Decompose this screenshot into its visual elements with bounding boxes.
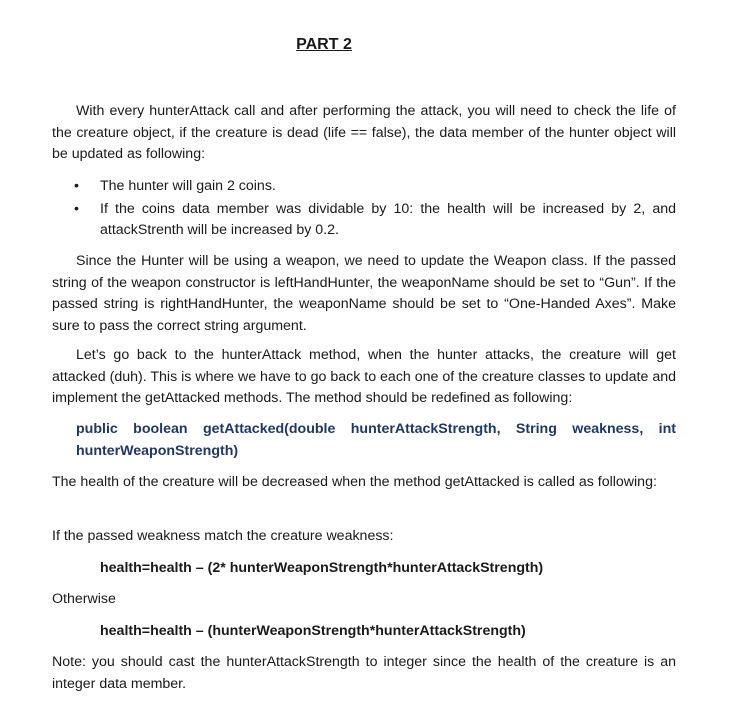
bullet-list xyxy=(52,176,676,243)
method-signature-line-1: public boolean getAttacked(double hunterAttackStrength, String weakness, int xyxy=(76,421,676,437)
list-item xyxy=(52,176,676,198)
method-signature xyxy=(76,419,676,462)
formula-otherwise: health=health – (hunterWeaponStrength*hunterAttackStrength) xyxy=(100,623,526,639)
getattacked-paragraph: Let’s go back to the hunterAttack method, when the hunter attacks, the creature will get attacked (duh). This is where we have to go back to each one of the creature classes to update and implement the getAttacked methods. The method should be redefined as following: xyxy=(52,347,676,406)
method-signature-line-2: hunterWeaponStrength) xyxy=(76,442,239,459)
bullet-icon: • xyxy=(74,178,79,194)
intro-paragraph: With every hunterAttack call and after performing the attack, you will need to check the life of the creature object, if the creature is dead (life == false), the data member of the hunter object will be updated as following: xyxy=(52,103,676,162)
page-title: PART 2 xyxy=(296,36,352,53)
condition-paragraph: If the passed weakness match the creature weakness: xyxy=(52,528,394,544)
weapon-paragraph: Since the Hunter will be using a weapon, we need to update the Weapon class. If the passed string of the weapon constructor is leftHandHunter, the weaponName should be set to “Gun”. If the passed string is rightHandHunter, the weaponName should be set to “One-Handed Axes”. Make sure to pass the correct string argument. xyxy=(52,253,676,334)
formula-weakness-match: health=health – (2* hunterWeaponStrength*hunterAttackStrength) xyxy=(100,560,544,576)
list-item xyxy=(52,199,676,242)
list-item-text: If the coins data member was dividable by 10: the health will be increased by 2, and attackStrenth will be increased by 0.2. xyxy=(100,200,676,238)
list-item-text: The hunter will gain 2 coins. xyxy=(100,178,276,194)
otherwise-label: Otherwise xyxy=(52,591,116,607)
bullet-icon: • xyxy=(74,200,79,217)
note-paragraph: Note: you should cast the hunterAttackStrength to integer since the health of the creature is an integer data member. xyxy=(52,654,676,692)
health-paragraph: The health of the creature will be decreased when the method getAttacked is called as following: xyxy=(52,474,657,490)
